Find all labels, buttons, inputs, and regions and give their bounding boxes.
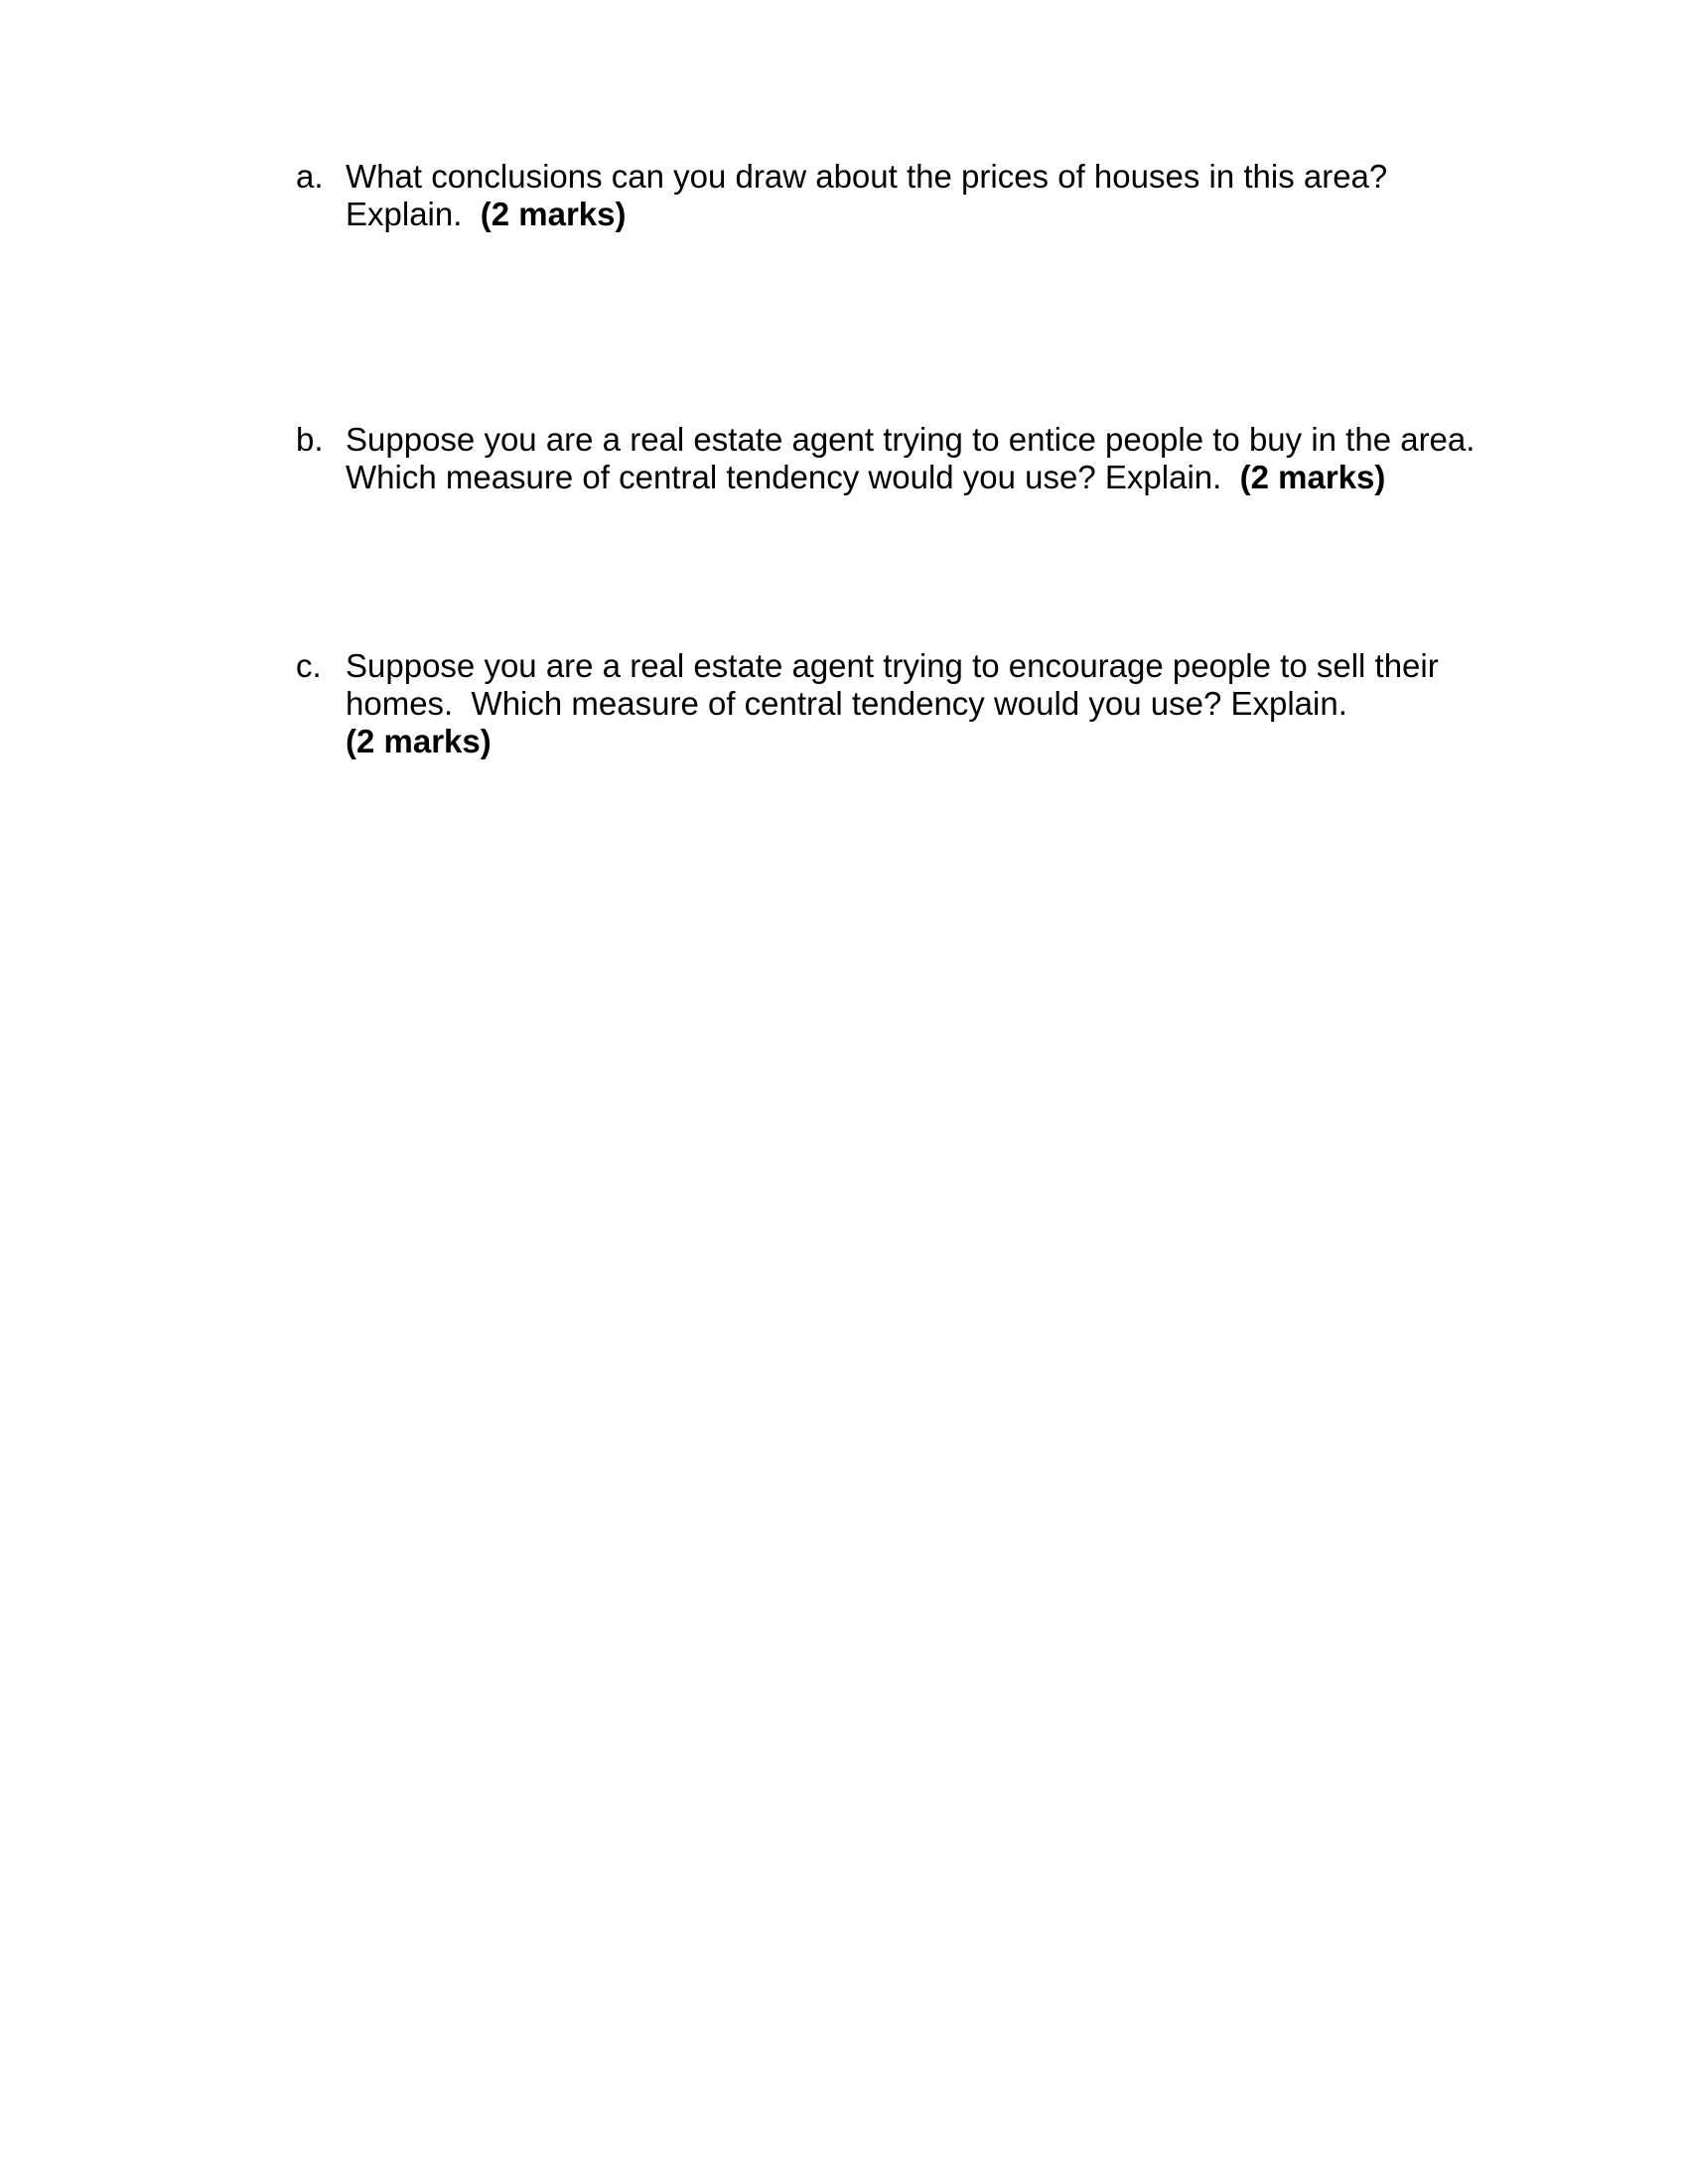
question-letter: a. xyxy=(296,158,324,195)
question-text xyxy=(346,647,1517,760)
question-line: What conclusions can you draw about the prices of houses in this area? xyxy=(346,158,1388,195)
marks-label: (2 marks) xyxy=(346,723,492,759)
question-line-with-marks xyxy=(346,459,1517,496)
marks-label: (2 marks) xyxy=(1239,459,1386,495)
marks-label: (2 marks) xyxy=(480,196,627,232)
question-line: Suppose you are a real estate agent trying to entice people to buy in the area. xyxy=(346,421,1476,458)
question-line: homes. Which measure of central tendency would you use? Explain. xyxy=(346,685,1347,722)
question-letter: b. xyxy=(296,421,324,458)
question-line: Which measure of central tendency would you use? Explain. xyxy=(346,459,1240,495)
question-letter: c. xyxy=(296,647,322,684)
question-line-with-marks xyxy=(346,196,1517,233)
question-text xyxy=(346,421,1517,496)
question-line: Explain. xyxy=(346,196,481,232)
question-line: Suppose you are a real estate agent trying to encourage people to sell their xyxy=(346,647,1439,684)
question-text xyxy=(346,158,1517,233)
